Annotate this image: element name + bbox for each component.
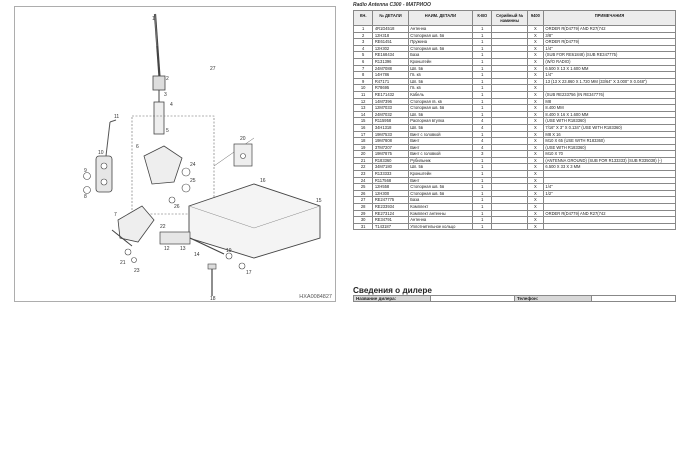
row-index: 5 xyxy=(354,52,373,59)
row-9400: X xyxy=(527,157,543,164)
row-serial xyxy=(492,72,527,79)
table-row xyxy=(354,58,676,65)
svg-text:4: 4 xyxy=(170,102,173,108)
row-9400: X xyxy=(527,138,543,145)
row-part-number: RE34791 xyxy=(373,217,408,224)
row-part-number: 14H786 xyxy=(373,72,408,79)
row-qty: 1 xyxy=(473,39,492,46)
row-part-number: 24M7088 xyxy=(373,65,408,72)
table-row xyxy=(354,118,676,125)
row-serial xyxy=(492,85,527,92)
row-qty: 1 xyxy=(473,131,492,138)
row-index: 4 xyxy=(354,45,373,52)
row-part-name: Стопорная шв. 5в xyxy=(408,184,472,191)
svg-text:6: 6 xyxy=(136,144,139,150)
row-index: 1 xyxy=(354,26,373,33)
row-serial xyxy=(492,171,527,178)
row-serial xyxy=(492,124,527,131)
row-9400: X xyxy=(527,45,543,52)
col-header-qty: К-ВО xyxy=(473,11,492,26)
row-serial xyxy=(492,91,527,98)
svg-text:12: 12 xyxy=(164,246,170,252)
row-9400: X xyxy=(527,210,543,217)
row-qty: 4 xyxy=(473,138,492,145)
table-row xyxy=(354,39,676,46)
row-notes: 8.400 X 16 X 1.600 MM xyxy=(543,111,675,118)
row-serial xyxy=(492,52,527,59)
row-part-name: Комплект xyxy=(408,204,472,211)
dealer-phone-label: Телефон: xyxy=(514,296,591,302)
row-qty: 4 xyxy=(473,124,492,131)
dealer-section-title: Сведения о дилере xyxy=(353,286,432,295)
row-part-name: Рубильник xyxy=(408,157,472,164)
row-notes: 7/16" X 3" X 0.134" (USE WITH R183360) xyxy=(543,124,675,131)
row-serial xyxy=(492,144,527,151)
row-part-number: RE247775 xyxy=(373,197,408,204)
row-part-number: 37M7207 xyxy=(373,144,408,151)
row-9400: X xyxy=(527,217,543,224)
row-serial xyxy=(492,111,527,118)
row-part-number: R133333 xyxy=(373,171,408,178)
row-notes: (SUB RE233756 (IN RE347776) xyxy=(543,91,675,98)
row-part-name: Шп. 5в xyxy=(408,124,472,131)
row-notes: 6.500 X 33 X 3 MM xyxy=(543,164,675,171)
row-index: 8 xyxy=(354,72,373,79)
dealer-name-field[interactable] xyxy=(431,296,515,302)
row-notes xyxy=(543,85,675,92)
table-row xyxy=(354,78,676,85)
row-index: 14 xyxy=(354,111,373,118)
row-index: 15 xyxy=(354,118,373,125)
row-index: 28 xyxy=(354,204,373,211)
row-notes: 1/2" xyxy=(543,190,675,197)
row-qty: 1 xyxy=(473,164,492,171)
table-row xyxy=(354,91,676,98)
row-part-name: Кронштейн xyxy=(408,58,472,65)
row-qty: 1 xyxy=(473,72,492,79)
row-part-number: 19M7533 xyxy=(373,131,408,138)
row-part-number: 19M7875 xyxy=(373,151,408,158)
row-9400: X xyxy=(527,72,543,79)
dealer-info-row xyxy=(354,296,676,302)
row-part-name: Гв. кв xyxy=(408,85,472,92)
row-part-number: 4R1D4518 xyxy=(373,26,408,33)
row-part-number: 19M7808 xyxy=(373,138,408,145)
table-row xyxy=(354,124,676,131)
row-part-name: Кабель xyxy=(408,91,472,98)
svg-text:22: 22 xyxy=(160,224,166,230)
svg-text:7: 7 xyxy=(114,212,117,218)
row-part-number: 14M7396 xyxy=(373,98,408,105)
row-part-name: Шп. 5в xyxy=(408,65,472,72)
row-part-number: RE273124 xyxy=(373,210,408,217)
row-notes: M10 X 65 (USE WITH R183360) xyxy=(543,138,675,145)
row-index: 7 xyxy=(354,65,373,72)
row-serial xyxy=(492,164,527,171)
table-row xyxy=(354,65,676,72)
row-index: 21 xyxy=(354,157,373,164)
table-row xyxy=(354,26,676,33)
table-row xyxy=(354,204,676,211)
row-part-name: Шп. 5в xyxy=(408,111,472,118)
row-qty: 1 xyxy=(473,204,492,211)
row-9400: X xyxy=(527,26,543,33)
table-row xyxy=(354,85,676,92)
row-9400: X xyxy=(527,164,543,171)
table-row xyxy=(354,111,676,118)
row-notes xyxy=(543,223,675,230)
row-part-number: RE171432 xyxy=(373,91,408,98)
table-row xyxy=(354,210,676,217)
row-part-name: Стопорная гв. кв xyxy=(408,98,472,105)
row-serial xyxy=(492,45,527,52)
row-qty: 1 xyxy=(473,32,492,39)
row-qty: 1 xyxy=(473,171,492,178)
svg-text:27: 27 xyxy=(210,66,216,72)
row-serial xyxy=(492,217,527,224)
svg-text:26: 26 xyxy=(174,204,180,210)
parts-table xyxy=(353,10,676,230)
row-serial xyxy=(492,151,527,158)
row-notes xyxy=(543,171,675,178)
row-serial xyxy=(492,58,527,65)
row-9400: X xyxy=(527,197,543,204)
row-part-name: База xyxy=(408,52,472,59)
row-notes: M8 xyxy=(543,98,675,105)
row-index: 19 xyxy=(354,144,373,151)
row-serial xyxy=(492,32,527,39)
row-part-name: Пружина xyxy=(408,39,472,46)
col-header-part-number: № ДЕТАЛИ xyxy=(373,11,408,26)
row-part-name: Комплект антенны xyxy=(408,210,472,217)
row-9400: X xyxy=(527,91,543,98)
row-part-number: 24M7032 xyxy=(373,111,408,118)
row-part-number: R47171 xyxy=(373,78,408,85)
row-serial xyxy=(492,98,527,105)
svg-text:5: 5 xyxy=(166,128,169,134)
row-part-name: База xyxy=(408,197,472,204)
table-row xyxy=(354,177,676,184)
row-part-name: Шп. 5в xyxy=(408,78,472,85)
row-qty: 1 xyxy=(473,157,492,164)
row-index: 3 xyxy=(354,39,373,46)
row-9400: X xyxy=(527,131,543,138)
svg-text:23: 23 xyxy=(134,268,140,274)
exploded-parts-diagram xyxy=(14,6,336,302)
row-part-name: Винт с головкой xyxy=(408,151,472,158)
table-row xyxy=(354,45,676,52)
row-notes: M8 X 16 xyxy=(543,131,675,138)
row-part-number: 12H302 xyxy=(373,45,408,52)
row-qty: 1 xyxy=(473,98,492,105)
row-index: 30 xyxy=(354,217,373,224)
row-part-number: 12M7033 xyxy=(373,105,408,112)
table-row xyxy=(354,105,676,112)
row-index: 24 xyxy=(354,177,373,184)
row-index: 6 xyxy=(354,58,373,65)
row-part-name: Винт xyxy=(408,138,472,145)
row-notes xyxy=(543,204,675,211)
row-9400: X xyxy=(527,98,543,105)
svg-text:3: 3 xyxy=(164,92,167,98)
row-index: 11 xyxy=(354,91,373,98)
table-row xyxy=(354,72,676,79)
table-row xyxy=(354,144,676,151)
row-part-number: R117568 xyxy=(373,177,408,184)
col-header-serial: Серийный № наминны xyxy=(492,11,527,26)
row-part-name: Уплотнительное кольцо xyxy=(408,223,472,230)
row-serial xyxy=(492,190,527,197)
row-notes: 8.400 MM xyxy=(543,105,675,112)
svg-text:10: 10 xyxy=(98,150,104,156)
row-notes xyxy=(543,197,675,204)
table-row xyxy=(354,164,676,171)
row-index: 29 xyxy=(354,210,373,217)
row-9400: X xyxy=(527,144,543,151)
row-part-number: RE168434 xyxy=(373,52,408,59)
row-9400: X xyxy=(527,151,543,158)
row-9400: X xyxy=(527,177,543,184)
diagram-drawing xyxy=(14,6,336,302)
row-9400: X xyxy=(527,58,543,65)
row-qty: 1 xyxy=(473,78,492,85)
row-9400: X xyxy=(527,118,543,125)
row-index: 18 xyxy=(354,138,373,145)
row-index: 16 xyxy=(354,124,373,131)
row-part-name: Шп. 5в xyxy=(408,164,472,171)
row-qty: 1 xyxy=(473,111,492,118)
col-header-part-name: НАИМ. ДЕТАЛИ xyxy=(408,11,472,26)
row-part-name: Стопорная шв. 5в xyxy=(408,45,472,52)
row-part-number: 12H318 xyxy=(373,32,408,39)
row-part-number: RE233934 xyxy=(373,204,408,211)
row-index: 17 xyxy=(354,131,373,138)
row-notes: (SUB FOR RE61848) (SUB RE347775) xyxy=(543,52,675,59)
row-index: 31 xyxy=(354,223,373,230)
row-part-number: RE61451 xyxy=(373,39,408,46)
row-9400: X xyxy=(527,223,543,230)
row-notes xyxy=(543,217,675,224)
table-row xyxy=(354,131,676,138)
row-part-name: Стопорная шв. 5в xyxy=(408,32,472,39)
row-part-number: R115958 xyxy=(373,118,408,125)
table-row xyxy=(354,190,676,197)
row-notes: 1/4" xyxy=(543,45,675,52)
row-9400: X xyxy=(527,39,543,46)
table-row xyxy=(354,157,676,164)
figure-code: HXA0084827 xyxy=(299,294,332,300)
row-part-name: Стопорная шв. 5в xyxy=(408,105,472,112)
row-qty: 1 xyxy=(473,85,492,92)
row-qty: 1 xyxy=(473,91,492,98)
svg-text:19: 19 xyxy=(226,248,232,254)
row-notes: ORDER R(D4779) AND R27(742 xyxy=(543,26,675,33)
row-index: 10 xyxy=(354,85,373,92)
row-notes: (ANTENNA GROUND) (SUB FOR R133333) (SUB R335038) (-) xyxy=(543,157,675,164)
row-9400: X xyxy=(527,171,543,178)
svg-text:20: 20 xyxy=(240,136,246,142)
col-header-index: КН. xyxy=(354,11,373,26)
row-9400: X xyxy=(527,204,543,211)
row-serial xyxy=(492,177,527,184)
row-notes: 13 (13 X 23.860 X 1.720 MM (33/64" X 3.000" X 0.048") xyxy=(543,78,675,85)
dealer-name-label: Название дилера: xyxy=(354,296,431,302)
row-9400: X xyxy=(527,184,543,191)
row-index: 26 xyxy=(354,190,373,197)
row-notes: 6.500 X 13 X 1.600 MM xyxy=(543,65,675,72)
document-title: Radio Antenna C300 - МАТРИОО xyxy=(353,2,431,8)
row-9400: X xyxy=(527,65,543,72)
svg-text:14: 14 xyxy=(194,252,200,258)
row-9400: X xyxy=(527,78,543,85)
row-notes: 1/4" xyxy=(543,72,675,79)
svg-text:11: 11 xyxy=(114,114,120,120)
row-index: 13 xyxy=(354,105,373,112)
row-9400: X xyxy=(527,32,543,39)
row-notes: (W/O RADIO) xyxy=(543,58,675,65)
col-header-9400: 9400 xyxy=(527,11,543,26)
row-notes: (USE WITH R183360) xyxy=(543,144,675,151)
row-part-number: R131396 xyxy=(373,58,408,65)
svg-text:21: 21 xyxy=(120,260,126,266)
row-part-number: T143187 xyxy=(373,223,408,230)
row-qty: 3 xyxy=(473,151,492,158)
row-qty: 1 xyxy=(473,190,492,197)
row-qty: 1 xyxy=(473,45,492,52)
svg-text:24: 24 xyxy=(190,162,196,168)
row-part-name: Распорная втулка xyxy=(408,118,472,125)
row-qty: 1 xyxy=(473,58,492,65)
row-part-name: Винт xyxy=(408,144,472,151)
parts-table-body xyxy=(354,26,676,230)
svg-text:1: 1 xyxy=(152,16,155,22)
row-part-number: 34H1318 xyxy=(373,124,408,131)
row-serial xyxy=(492,105,527,112)
svg-text:8: 8 xyxy=(84,194,87,200)
row-qty: 1 xyxy=(473,65,492,72)
row-part-number: 34M7180 xyxy=(373,164,408,171)
table-row xyxy=(354,217,676,224)
row-qty: 1 xyxy=(473,177,492,184)
row-9400: X xyxy=(527,105,543,112)
row-qty: 1 xyxy=(473,223,492,230)
row-part-name: Винт xyxy=(408,177,472,184)
row-9400: X xyxy=(527,85,543,92)
row-serial xyxy=(492,210,527,217)
row-qty: 1 xyxy=(473,184,492,191)
row-notes: 3/8" xyxy=(543,32,675,39)
row-part-name: Гв. кв xyxy=(408,72,472,79)
row-serial xyxy=(492,157,527,164)
row-part-number: 12H558 xyxy=(373,184,408,191)
row-qty: 1 xyxy=(473,52,492,59)
row-part-name: Антенна xyxy=(408,217,472,224)
row-part-name: Антенна xyxy=(408,26,472,33)
svg-text:16: 16 xyxy=(260,178,266,184)
dealer-info-table xyxy=(353,295,676,302)
svg-text:17: 17 xyxy=(246,270,252,276)
row-notes: ORDER R(D4779) xyxy=(543,39,675,46)
row-qty: 1 xyxy=(473,105,492,112)
row-index: 22 xyxy=(354,164,373,171)
row-part-number: 12H300 xyxy=(373,190,408,197)
row-serial xyxy=(492,197,527,204)
row-serial xyxy=(492,184,527,191)
row-qty: 4 xyxy=(473,144,492,151)
row-index: 20 xyxy=(354,151,373,158)
row-index: 2 xyxy=(354,32,373,39)
row-qty: 1 xyxy=(473,217,492,224)
svg-text:9: 9 xyxy=(84,168,87,174)
svg-text:15: 15 xyxy=(316,198,322,204)
row-9400: X xyxy=(527,190,543,197)
svg-text:2: 2 xyxy=(166,76,169,82)
table-row xyxy=(354,138,676,145)
row-qty: 1 xyxy=(473,197,492,204)
table-row xyxy=(354,52,676,59)
row-part-name: Винт с головкой xyxy=(408,131,472,138)
row-9400: X xyxy=(527,124,543,131)
row-index: 12 xyxy=(354,98,373,105)
row-part-name: Стопорная шв. 5в xyxy=(408,190,472,197)
row-notes: 1/4" xyxy=(543,184,675,191)
row-index: 27 xyxy=(354,197,373,204)
row-index: 9 xyxy=(354,78,373,85)
col-header-notes: ПРИМЕЧАНИЯ xyxy=(543,11,675,26)
table-row xyxy=(354,223,676,230)
parts-table-header xyxy=(354,11,676,26)
svg-text:25: 25 xyxy=(190,178,196,184)
row-notes: (USE WITH R183360) xyxy=(543,118,675,125)
row-notes xyxy=(543,177,675,184)
table-row xyxy=(354,98,676,105)
table-row xyxy=(354,184,676,191)
row-qty: 1 xyxy=(473,210,492,217)
row-serial xyxy=(492,138,527,145)
row-serial xyxy=(492,223,527,230)
row-part-number: R78695 xyxy=(373,85,408,92)
row-notes: M10 X 70 xyxy=(543,151,675,158)
dealer-phone-field[interactable] xyxy=(592,296,676,302)
table-row xyxy=(354,32,676,39)
row-part-number: R183360 xyxy=(373,157,408,164)
svg-text:18: 18 xyxy=(210,296,216,302)
row-serial xyxy=(492,78,527,85)
svg-text:13: 13 xyxy=(180,246,186,252)
row-notes: ORDER R(D4779) AND R27(742 xyxy=(543,210,675,217)
row-serial xyxy=(492,26,527,33)
row-qty: 4 xyxy=(473,118,492,125)
row-qty: 1 xyxy=(473,26,492,33)
row-serial xyxy=(492,118,527,125)
table-row xyxy=(354,171,676,178)
row-9400: X xyxy=(527,52,543,59)
row-serial xyxy=(492,65,527,72)
row-9400: X xyxy=(527,111,543,118)
row-serial xyxy=(492,204,527,211)
row-serial xyxy=(492,39,527,46)
table-row xyxy=(354,197,676,204)
row-index: 23 xyxy=(354,171,373,178)
row-part-name: Кронштейн xyxy=(408,171,472,178)
row-serial xyxy=(492,131,527,138)
table-row xyxy=(354,151,676,158)
row-index: 25 xyxy=(354,184,373,191)
